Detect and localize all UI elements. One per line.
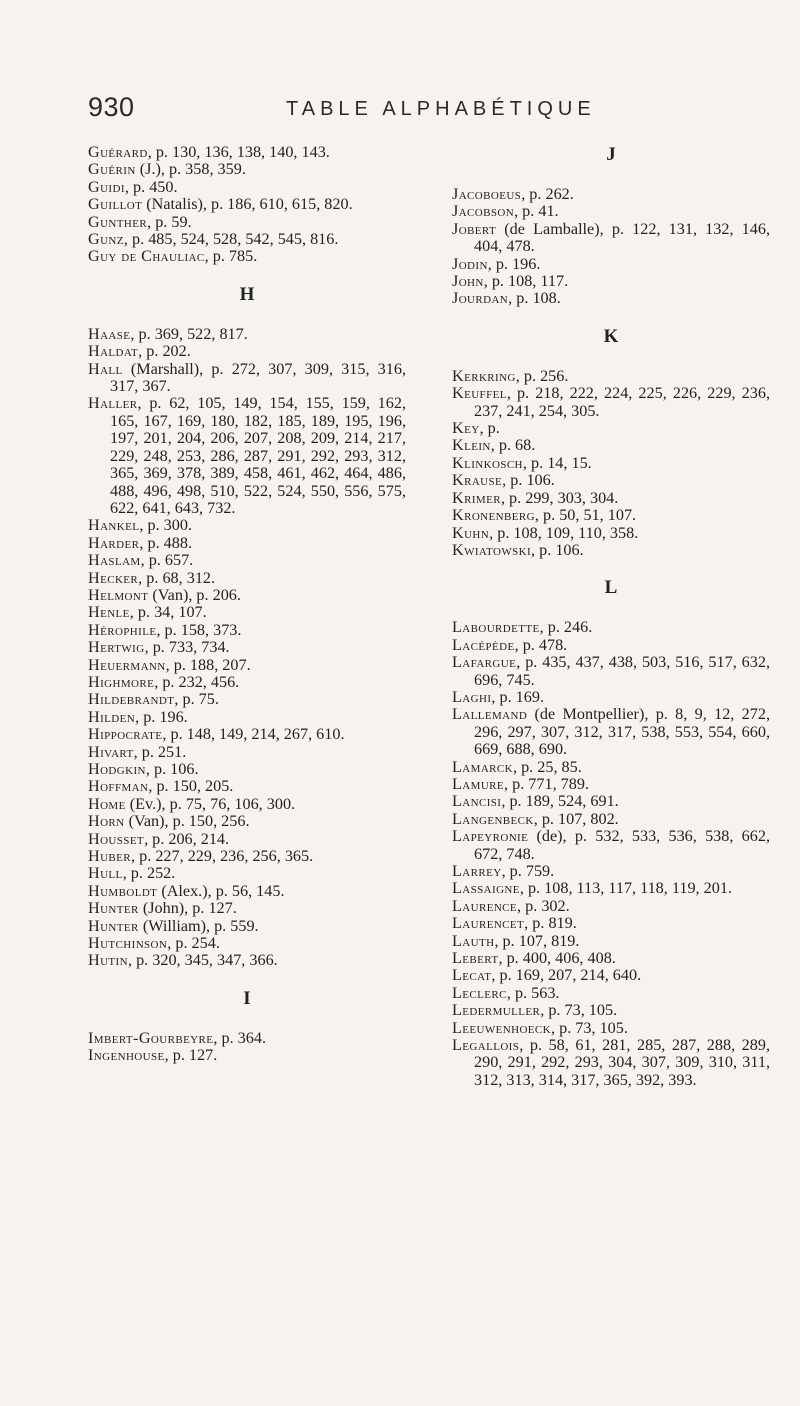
entry-name: Home: [88, 794, 126, 813]
entry-pages: , p. 478.: [514, 635, 568, 654]
index-entry: [88, 361, 406, 396]
entry-pages: , p. 73, 105.: [540, 1001, 618, 1020]
entry-pages: , p. 59.: [147, 212, 192, 231]
entry-name: Housset: [88, 829, 145, 848]
index-entry: [88, 848, 406, 865]
index-entry: [88, 196, 406, 213]
entry-name: Lamarck: [452, 757, 513, 776]
entry-name: Henle: [88, 603, 130, 622]
index-entry: [88, 214, 406, 231]
entry-pages: , p. 189, 524, 691.: [501, 792, 619, 811]
entry-name: Guillot: [88, 195, 143, 214]
index-entry: [88, 326, 406, 343]
index-entry: [452, 385, 770, 420]
index-entry: [88, 231, 406, 248]
index-entry: [88, 535, 406, 552]
entry-pages: , p. 62, 105, 149, 154, 155, 159, 162, 165, 167, 169, 180, 182, 185, 189, 195, 196, 197, 201, 204, 206, 207, 208, 209, 214, 217, 229, 248, 253, 286, 287, 291, 292, 293, 312, 365, 369, 378, 389, 458, 461, 462, 464, 486, 488, 496, 498, 510, 522, 524, 550, 556, 575, 622, 641, 643, 732.: [110, 394, 406, 517]
index-entry: [88, 657, 406, 674]
entry-pages: , p. 771, 789.: [504, 774, 589, 793]
entry-pages: , p. 563.: [506, 983, 560, 1002]
entry-name: Hutin: [88, 951, 128, 970]
index-entry: [452, 203, 770, 220]
entry-pages: , p. 196.: [487, 254, 541, 273]
index-entry: [452, 455, 770, 472]
entry-name: Haslam: [88, 551, 141, 570]
index-entry: [88, 796, 406, 813]
index-entry: [88, 552, 406, 569]
index-entry: [88, 952, 406, 969]
entry-pages: , p. 158, 373.: [156, 620, 242, 639]
entry-name: Guy de Chauliac: [88, 247, 205, 266]
entry-pages: , p. 188, 207.: [165, 655, 251, 674]
entry-name: Gunther: [88, 212, 148, 231]
index-entry: [88, 179, 406, 196]
section-letter: J: [606, 144, 616, 165]
index-entry: [452, 619, 770, 636]
entry-name: Legallois: [452, 1036, 520, 1055]
section-letter: L: [604, 577, 618, 599]
index-entry: [452, 490, 770, 507]
entry-name: Hérophile: [88, 620, 157, 639]
index-entry: [452, 221, 770, 256]
entry-name: Lafargue: [452, 653, 517, 672]
index-entry: [452, 368, 770, 385]
entry-name: Laurencet: [452, 914, 525, 933]
index-entry: [88, 161, 406, 178]
entry-pages: , p. 819.: [524, 914, 577, 933]
entry-name: Guérin: [88, 160, 136, 179]
index-entry: [88, 778, 406, 795]
index-entry: [88, 726, 406, 743]
entry-pages: (Ev.), p. 75, 76, 106, 300.: [125, 794, 296, 813]
entry-pages: , p. 148, 149, 214, 267, 610.: [162, 725, 345, 744]
entry-name: Helmont: [88, 585, 149, 604]
index-entry: [88, 709, 406, 726]
entry-pages: (de Lamballe), p. 122, 131, 132, 146, 404, 478.: [474, 219, 770, 256]
entry-pages: , p. 400, 406, 408.: [498, 949, 616, 968]
index-entry: [452, 525, 770, 542]
entry-name: Laghi: [452, 687, 492, 706]
entry-name: Lebert: [452, 949, 499, 968]
index-entry: [452, 1037, 770, 1089]
index-entry: [452, 689, 770, 706]
index-entry: [452, 950, 770, 967]
entry-pages: , p. 107, 819.: [494, 931, 580, 950]
entry-name: Lamure: [452, 774, 505, 793]
entry-pages: , p. 14, 15.: [522, 453, 592, 472]
index-entry: [88, 918, 406, 935]
entry-name: Leclerc: [452, 983, 507, 1002]
entry-name: Jodin: [452, 254, 488, 273]
entry-pages: , p. 108, 117.: [483, 272, 569, 291]
index-entry: [88, 691, 406, 708]
entry-name: Larrey: [452, 862, 502, 880]
entry-pages: (Van), p. 150, 256.: [124, 812, 250, 831]
entry-name: Hull: [88, 864, 123, 883]
entry-pages: , p. 34, 107.: [129, 603, 207, 622]
entry-pages: , p. 369, 522, 817.: [130, 324, 248, 343]
entry-pages: , p. 58, 61, 281, 285, 287, 288, 289, 290, 291, 292, 293, 304, 307, 309, 310, 311, 312, 313, 314, 317, 365, 392, 393.: [474, 1036, 770, 1089]
entry-pages: , p. 435, 437, 438, 503, 516, 517, 632, 696, 745.: [474, 653, 770, 689]
entry-name: John: [452, 272, 484, 291]
entry-pages: , p. 759.: [501, 862, 555, 880]
index-entry: [88, 865, 406, 882]
entry-name: Hall: [88, 359, 123, 378]
entry-pages: , p. 302.: [517, 896, 570, 915]
entry-pages: , p. 106.: [531, 540, 584, 559]
index-entry: [88, 900, 406, 917]
index-entry: [452, 985, 770, 1002]
entry-name: Kronenberg: [452, 506, 535, 525]
entry-pages: , p. 785.: [204, 247, 258, 266]
entry-pages: , p. 232, 456.: [154, 672, 240, 691]
entry-pages: , p. 485, 524, 528, 542, 545, 816.: [123, 230, 339, 249]
index-entry: [452, 654, 770, 689]
entry-pages: , p. 202.: [138, 342, 191, 361]
index-entry: [452, 759, 770, 776]
entry-pages: , p. 218, 222, 224, 225, 226, 229, 236, 237, 241, 254, 305.: [474, 384, 770, 420]
entry-pages: , p. 68, 312.: [138, 568, 216, 587]
entry-name: Hodgkin: [88, 760, 146, 778]
entry-name: Labourdette: [452, 618, 540, 637]
entry-pages: , p. 246.: [539, 618, 593, 637]
entry-pages: , p. 75.: [174, 690, 219, 709]
index-entry: [88, 343, 406, 360]
page-header: [88, 92, 768, 132]
index-entry: [88, 674, 406, 691]
entry-pages: , p. 108, 113, 117, 118, 119, 201.: [519, 879, 732, 898]
index-entry: [452, 256, 770, 273]
entry-name: Hildebrandt: [88, 690, 175, 709]
entry-name: Lassaigne: [452, 879, 520, 898]
entry-pages: , p. 25, 85.: [512, 757, 582, 776]
index-entry: [452, 420, 770, 437]
entry-name: Hivart: [88, 742, 134, 761]
index-entry: [88, 761, 406, 778]
entry-pages: (J.), p. 358, 359.: [135, 160, 246, 179]
entry-pages: (Marshall), p. 272, 307, 309, 315, 316, 317, 367.: [110, 359, 406, 396]
index-entry: [452, 880, 770, 897]
entry-pages: (Natalis), p. 186, 610, 615, 820.: [142, 195, 353, 214]
index-entry: [452, 186, 770, 203]
entry-name: Jacobson: [452, 202, 515, 221]
entry-pages: , p. 254.: [167, 934, 220, 953]
entry-name: Lacépède: [452, 635, 515, 654]
entry-name: Lancisi: [452, 792, 502, 811]
entry-name: Hunter: [88, 916, 139, 935]
index-entry: [452, 706, 770, 758]
index-entry: [88, 1030, 406, 1047]
entry-pages: , p. 364.: [213, 1028, 266, 1047]
section-letter: H: [239, 283, 255, 305]
entry-name: Jourdan: [452, 289, 509, 308]
index-entry: [88, 744, 406, 761]
entry-name: Laurence: [452, 896, 518, 915]
entry-pages: , p. 262.: [521, 185, 574, 203]
entry-name: Horn: [88, 812, 125, 831]
entry-pages: , p. 251.: [133, 742, 187, 761]
entry-pages: , p. 106.: [502, 471, 555, 490]
index-entry: [452, 290, 770, 307]
entry-name: Lallemand: [452, 705, 528, 724]
index-entry: [452, 273, 770, 290]
index-entry: [452, 1002, 770, 1019]
entry-name: Klein: [452, 436, 491, 455]
entry-pages: , p. 252.: [122, 864, 176, 883]
index-entry: [452, 967, 770, 984]
entry-pages: , p. 206, 214.: [144, 829, 230, 848]
index-entry: [452, 776, 770, 793]
index-entry: [452, 437, 770, 454]
entry-name: Haller: [88, 394, 138, 413]
index-entry: [88, 883, 406, 900]
entry-pages: , p. 106.: [145, 760, 199, 778]
index-entry: [452, 828, 770, 863]
section-letter: K: [603, 325, 619, 347]
entry-name: Langenbeck: [452, 809, 534, 828]
entry-pages: , p. 130, 136, 138, 140, 143.: [147, 143, 330, 161]
index-entry: [88, 935, 406, 952]
entry-name: Hertwig: [88, 638, 145, 657]
entry-name: Harder: [88, 533, 140, 552]
index-entry: [452, 637, 770, 654]
index-entry: [452, 1020, 770, 1037]
entry-pages: , p. 68.: [490, 436, 536, 455]
entry-pages: , p. 108, 109, 110, 358.: [489, 523, 639, 542]
entry-pages: (de), p. 532, 533, 536, 538, 662, 672, 748.: [474, 827, 770, 863]
entry-name: Krause: [452, 471, 503, 490]
section-letter: I: [243, 987, 251, 1009]
entry-name: Hecker: [88, 568, 139, 587]
entry-name: Heuermann: [88, 655, 166, 674]
entry-name: Leeuwenhoeck: [452, 1018, 552, 1037]
entry-name: Lauth: [452, 931, 495, 950]
entry-pages: , p. 450.: [124, 177, 178, 196]
entry-name: Hunter: [88, 899, 139, 918]
entry-name: Guidi: [88, 177, 125, 196]
index-entry: [88, 604, 406, 621]
entry-name: Kerkring: [452, 366, 516, 385]
index-entry: [88, 639, 406, 656]
entry-pages: , p. 256.: [515, 366, 569, 385]
entry-pages: , p. 150, 205.: [148, 777, 234, 796]
index-entry: [452, 863, 770, 880]
entry-pages: (William), p. 559.: [138, 916, 259, 935]
entry-name: Krimer: [452, 488, 501, 507]
index-entry: [452, 542, 770, 559]
entry-name: Jacoboeus: [452, 185, 522, 203]
entry-name: Ledermuller: [452, 1001, 541, 1020]
entry-name: Haase: [88, 324, 131, 343]
index-entry: [88, 517, 406, 534]
entry-pages: , p. 41.: [514, 202, 559, 221]
index-entry: [88, 144, 406, 161]
entry-pages: , p. 169, 207, 214, 640.: [491, 966, 642, 985]
entry-pages: , p. 196.: [135, 707, 188, 726]
entry-pages: (John), p. 127.: [138, 899, 237, 918]
entry-pages: , p. 227, 229, 236, 256, 365.: [131, 847, 314, 866]
index-entry: [88, 622, 406, 639]
entry-name: Lapeyronie: [452, 827, 529, 846]
entry-pages: (Alex.), p. 56, 145.: [157, 881, 285, 900]
entry-name: Lecat: [452, 966, 492, 985]
entry-name: Haldat: [88, 342, 139, 361]
entry-name: Hankel: [88, 516, 140, 535]
entry-name: Guérard: [88, 143, 148, 161]
entry-pages: , p. 107, 802.: [533, 809, 619, 828]
index-entry: [88, 831, 406, 848]
entry-name: Jobert: [452, 219, 497, 238]
index-entry: [88, 813, 406, 830]
index-entry: [452, 507, 770, 524]
index-column-left: [88, 144, 406, 1065]
entry-name: Hilden: [88, 707, 136, 726]
entry-pages: , p. 50, 51, 107.: [534, 506, 637, 525]
index-column-right: [452, 144, 770, 1089]
entry-name: Hippocrate: [88, 725, 163, 744]
entry-pages: , p. 127.: [164, 1046, 218, 1065]
running-title: TABLE ALPHABÉTIQUE: [286, 98, 596, 120]
entry-name: Huber: [88, 847, 132, 866]
index-entry: [88, 248, 406, 265]
entry-pages: , p. 488.: [139, 533, 192, 552]
index-entry: [452, 915, 770, 932]
index-entry: [88, 587, 406, 604]
entry-pages: , p. 108.: [508, 289, 561, 308]
page-number: 930: [88, 92, 135, 122]
entry-name: Hutchinson: [88, 934, 168, 953]
index-entry: [88, 570, 406, 587]
entry-name: Highmore: [88, 672, 155, 691]
index-entry: [88, 395, 406, 517]
entry-pages: , p. 657.: [140, 551, 194, 570]
entry-name: Kwiatowski: [452, 540, 532, 559]
entry-name: Key: [452, 419, 480, 438]
entry-name: Ingenhouse: [88, 1046, 165, 1065]
index-entry: [452, 793, 770, 810]
entry-name: Humboldt: [88, 881, 158, 900]
entry-pages: , p. 733, 734.: [144, 638, 230, 657]
entry-pages: , p. 73, 105.: [551, 1018, 628, 1037]
entry-pages: , p. 300.: [139, 516, 192, 535]
entry-pages: , p. 299, 303, 304.: [500, 488, 619, 507]
entry-name: Klinkosch: [452, 453, 523, 472]
entry-pages: , p.: [479, 419, 500, 438]
entry-pages: (de Montpellier), p. 8, 9, 12, 272, 296, 297, 307, 312, 317, 538, 553, 554, 660, 669, 688, 690.: [474, 705, 770, 759]
entry-pages: (Van), p. 206.: [148, 585, 241, 604]
index-entry: [452, 933, 770, 950]
entry-name: Kuhn: [452, 523, 490, 542]
entry-pages: , p. 320, 345, 347, 366.: [127, 951, 278, 970]
index-entry: [452, 898, 770, 915]
entry-name: Keuffel: [452, 384, 507, 403]
entry-name: Imbert-Gourbeyre: [88, 1028, 214, 1047]
index-entry: [88, 1047, 406, 1064]
entry-pages: , p. 169.: [491, 687, 544, 706]
entry-name: Gunz: [88, 230, 124, 249]
index-entry: [452, 472, 770, 489]
entry-name: Hoffman: [88, 777, 149, 796]
index-entry: [452, 811, 770, 828]
